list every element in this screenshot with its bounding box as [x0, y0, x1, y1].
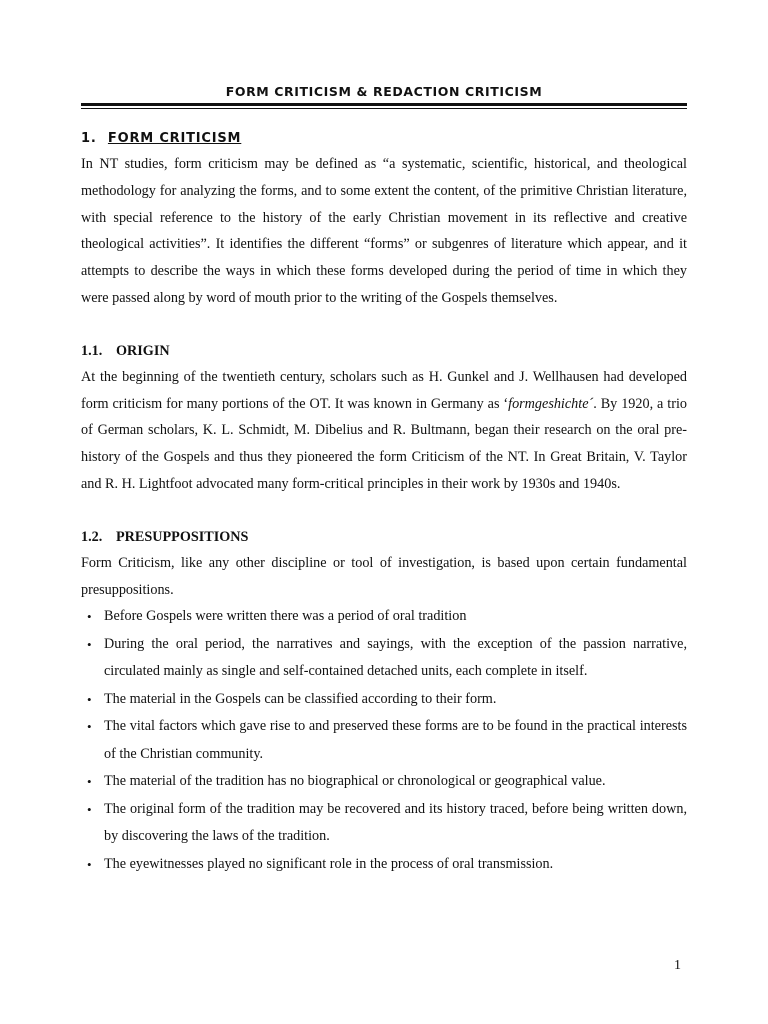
list-item-text: The eyewitnesses played no significant role in the process of oral transmission. [104, 855, 554, 872]
list-item [81, 631, 687, 686]
list-item-text: The original form of the tradition may be recovered and its history traced, before being written down, by discovering the laws of the tradition. [104, 800, 687, 845]
document-page [81, 80, 687, 878]
list-item [81, 768, 687, 796]
subsection-title: ORIGIN [116, 342, 170, 359]
list-item-text: Before Gospels were written there was a period of oral tradition [104, 608, 467, 625]
list-item [81, 603, 687, 631]
origin-italic-term: formgeshichte´ [508, 395, 594, 412]
list-item-text: The vital factors which gave rise to and preserved these forms are to be found in the practical interests of the Christian community. [104, 718, 687, 762]
title-rule-thick [81, 103, 687, 106]
bullet-icon: • [87, 719, 92, 735]
subsection-title: PRESUPPOSITIONS [116, 528, 249, 545]
subsection-number: 1.2. [81, 528, 103, 545]
list-item [81, 796, 687, 851]
document-title: FORM CRITICISM & REDACTION CRITICISM [225, 84, 543, 99]
section-heading-form-criticism [81, 127, 687, 151]
page-number: 1 [674, 958, 681, 973]
origin-paragraph [81, 364, 687, 498]
section-number: 1. [81, 131, 97, 146]
bullet-icon: • [87, 636, 92, 652]
bullet-icon: • [87, 774, 92, 790]
subsection-number: 1.1. [81, 342, 103, 359]
subsection-heading-presuppositions [81, 524, 687, 550]
list-item [81, 713, 687, 768]
presuppositions-intro: Form Criticism, like any other discipline or tool of investigation, is based upon certain fundamental presuppositions. [81, 554, 687, 598]
subsection-heading-origin [81, 338, 687, 364]
section-title: FORM CRITICISM [107, 131, 242, 146]
title-rule-thin [81, 108, 687, 109]
presuppositions-list [81, 603, 687, 878]
bullet-icon: • [87, 801, 92, 817]
bullet-icon: • [87, 691, 92, 707]
list-item-text: The material of the tradition has no biographical or chronological or geographical value. [104, 773, 606, 790]
origin-text-before: At the beginning of the twentieth century, scholars such as H. Gunkel and J. Wellhausen had developed form criticism for many portions of the OT. It was known in Germany as ‘ [81, 368, 687, 412]
form-criticism-paragraph: In NT studies, form criticism may be defined as “a systematic, scientific, historical, and theological methodology for analyzing the forms, and to some extent the content, of the primitive Christian literature, with special reference to the history of the early Christian movement in its reflective and creative theological activities”. It identifies the different “forms” or subgenres of literature which appear, and it attempts to describe the ways in which these forms developed during the period of time in which they were passed along by word of mouth prior to the writing of the Gospels themselves. [81, 156, 687, 306]
bullet-icon: • [87, 856, 92, 872]
origin-text-after: . By 1920, a trio of German scholars, K. L. Schmidt, M. Dibelius and R. Bultmann, began their research on the oral pre-history of the Gospels and thus they pioneered the form Criticism of the NT. In Great Britain, V. Taylor and R. H. Lightfoot advocated many form-critical principles in their work by 1930s and 1940s. [81, 395, 687, 492]
list-item [81, 851, 687, 879]
list-item-text: The material in the Gospels can be classified according to their form. [104, 690, 497, 707]
list-item-text: During the oral period, the narratives and sayings, with the exception of the passion narrative, circulated mainly as single and self-contained detached units, each complete in itself. [104, 635, 687, 680]
bullet-icon: • [87, 609, 92, 625]
list-item [81, 686, 687, 714]
